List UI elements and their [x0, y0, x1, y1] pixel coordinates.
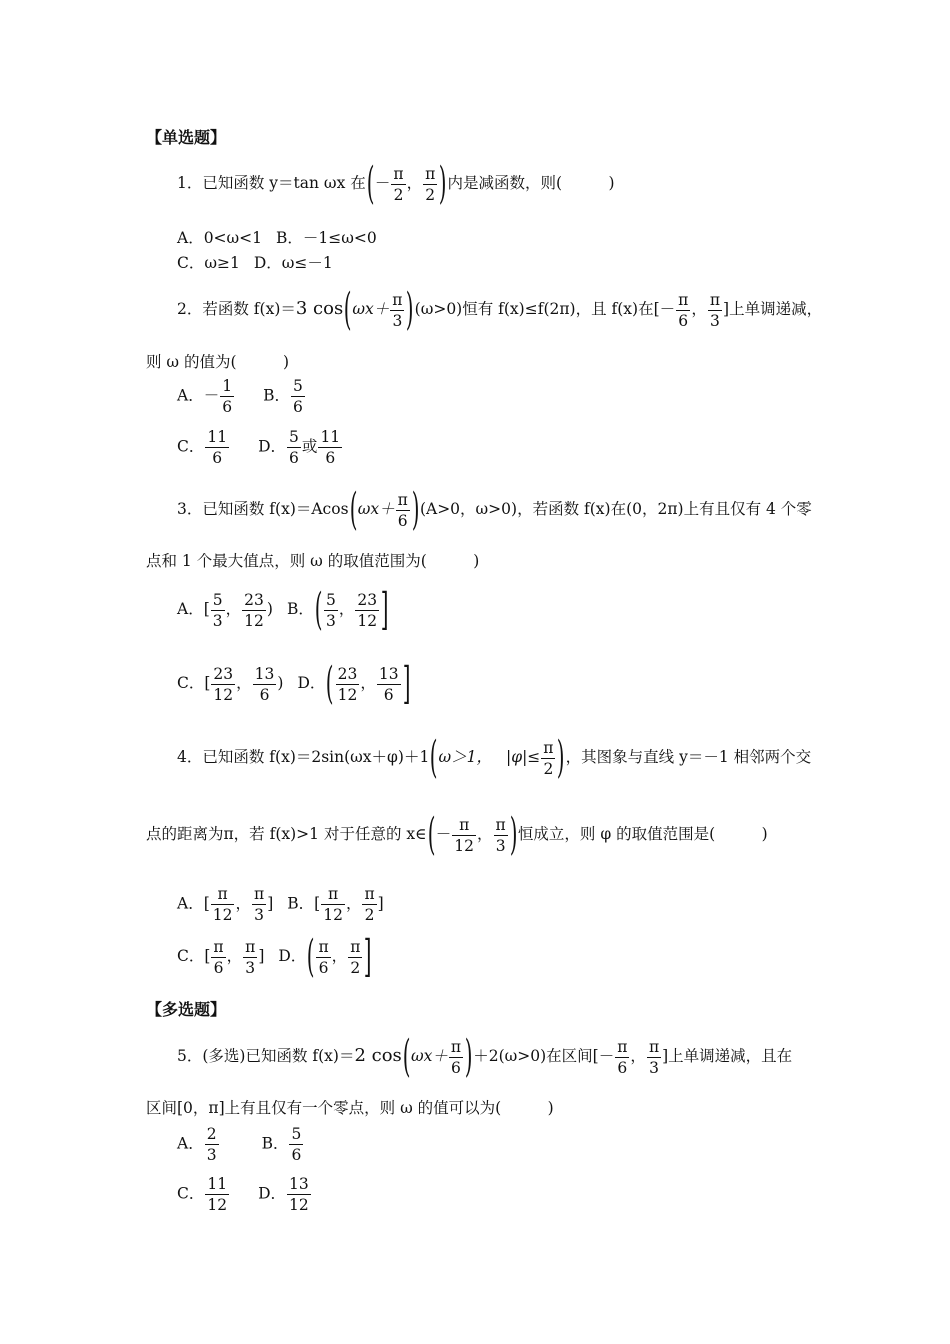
question-3-stem: 3．已知函数 f(x)＝Acos(ωx＋ $\frac{\pi}{6}$ )(A>0，ω>0)，若函数 f(x)在(0，2π)上有且仅有 4 个零: [177, 484, 812, 535]
q4-option-c: C．[: [177, 947, 211, 965]
question-5-stem: 5．(多选)已知函数 f(x)＝2 cos(ωx＋ $\frac{\pi}{6}$ )＋2(ω>0)在区间[－ $\frac{\pi}{6}$ ， $\frac{\pi}{3}$ ]上单调递减，且在: [177, 1031, 793, 1082]
q3-option-a: A．[: [177, 600, 210, 618]
open-paren-glyph: (: [366, 158, 375, 209]
q2-option-d: D．: [258, 437, 287, 456]
question-1-options-ab: [177, 228, 377, 248]
question-5-options-ab: A． $\frac{2}{3}$ B． $\frac{5}{6}$: [177, 1125, 302, 1164]
q2-option-a: A．－: [177, 386, 220, 405]
fraction: $\frac{\pi}{3}$: [392, 290, 403, 330]
question-2-stem: 2．若函数 f(x)＝3 cos(ωx＋ $\frac{\pi}{3}$ )(ω>0)恒有 f(x)≤f(2π)，且 f(x)在[－ $\frac{\pi}{6}$ ， $\frac{\pi}{3}$ ]上单调递减，: [177, 284, 823, 335]
question-1-options-cd: [177, 253, 333, 273]
q2-option-c: C．: [177, 437, 205, 456]
q4-option-d: D．: [278, 947, 307, 965]
q4-stem-text: 4．已知函数 f(x)＝2sin(ωx＋φ)＋1: [177, 748, 430, 766]
q5-option-a: A．: [177, 1134, 204, 1153]
q1-option-d: D．ω≤－1: [253, 254, 333, 272]
q5-option-d: D．: [258, 1184, 287, 1203]
q5-option-c: C．: [177, 1184, 205, 1203]
question-5-options-cd: C． $\frac{11}{12}$ D． $\frac{13}{12}$: [177, 1175, 309, 1214]
q4-option-b: B．[: [287, 894, 321, 913]
q3-option-d: D．: [297, 674, 326, 692]
fraction: $\frac{\pi}{6}$: [678, 290, 689, 330]
question-2-options-cd: C． $\frac{11}{6}$ D． $\frac{5}{6}$ 或 $\frac{11}{6}$: [177, 428, 341, 467]
question-4-options-ab: A．[ $\frac{\pi}{12}$ ， $\frac{\pi}{3}$ ] B．[ $\frac{\pi}{12}$ ， $\frac{\pi}{2}$ ]: [177, 885, 384, 924]
q3-option-b: B．: [286, 600, 314, 618]
question-3-options-ab: A．[ $\frac{5}{3}$ ， $\frac{23}{12}$ ) B．( $\frac{5}{3}$ ， $\frac{23}{12}$ ]: [177, 584, 389, 635]
q1-option-b: B．－1≤ω<0: [276, 229, 377, 247]
q3-option-c: C．[: [177, 674, 211, 692]
q5-stem-text: 5．(多选)已知函数 f(x)＝: [177, 1047, 355, 1065]
question-4-stem: 4．已知函数 f(x)＝2sin(ωx＋φ)＋1(ω＞1， |φ|≤ $\frac{\pi}{2}$ )，其图象与直线 y＝－1 相邻两个交: [177, 732, 812, 783]
question-1-stem: 1．已知函数 y＝tan ωx 在(－ $\frac{\pi}{2}$ ， $\frac{\pi}{2}$ )内是减函数，则( ): [177, 158, 615, 209]
question-3-stem-line2: 点和 1 个最大值点，则 ω 的取值范围为( ): [146, 552, 480, 570]
q4-option-a: A．[: [177, 894, 210, 913]
q2-stem-text: 2．若函数 f(x)＝: [177, 300, 296, 318]
question-3-options-cd: C．[ $\frac{23}{12}$ ， $\frac{13}{6}$ ) D．( $\frac{23}{12}$ ， $\frac{13}{6}$ ]: [177, 658, 411, 709]
q3-stem-text: 3．已知函数 f(x)＝Acos: [177, 500, 349, 518]
question-4-stem-line2: 点的距离为π，若 f(x)>1 对于任意的 x∈(－ $\frac{\pi}{12}$ ， $\frac{\pi}{3}$ )恒成立，则 φ 的取值范围是( ): [146, 809, 768, 860]
question-5-stem-line2: 区间[0，π]上有且仅有一个零点，则 ω 的值可以为( ): [146, 1099, 554, 1117]
question-4-options-cd: C．[ $\frac{\pi}{6}$ ， $\frac{\pi}{3}$ ] D．( $\frac{\pi}{6}$ ， $\frac{\pi}{2}$ ]: [177, 931, 372, 982]
section-single-choice: 【单选题】: [146, 128, 227, 147]
q1-option-a: A．0<ω<1: [177, 229, 263, 247]
fraction: $\frac{\pi}{3}$: [709, 290, 721, 330]
q5-option-b: B．: [261, 1134, 289, 1153]
section-multi-choice: 【多选题】: [146, 1000, 227, 1019]
cos-expr: 3 cos: [295, 298, 344, 319]
q1-stem-text: 1．已知函数 y＝tan ωx 在: [177, 174, 366, 192]
minus-sign: －: [374, 174, 391, 192]
q1-stem-tail: 内是减函数，则( ): [447, 174, 615, 192]
question-2-stem-line2: 则 ω 的值为( ): [146, 353, 290, 371]
q2-option-b: B．: [263, 386, 290, 405]
close-paren-glyph: ): [439, 158, 447, 209]
fraction: $\frac{\pi}{2}$: [425, 164, 436, 204]
fraction: $\frac{\pi}{2}$: [393, 164, 404, 204]
question-2-options-ab: A．－ $\frac{1}{6}$ B． $\frac{5}{6}$: [177, 377, 303, 416]
q1-option-c: C．ω≥1: [177, 254, 240, 272]
